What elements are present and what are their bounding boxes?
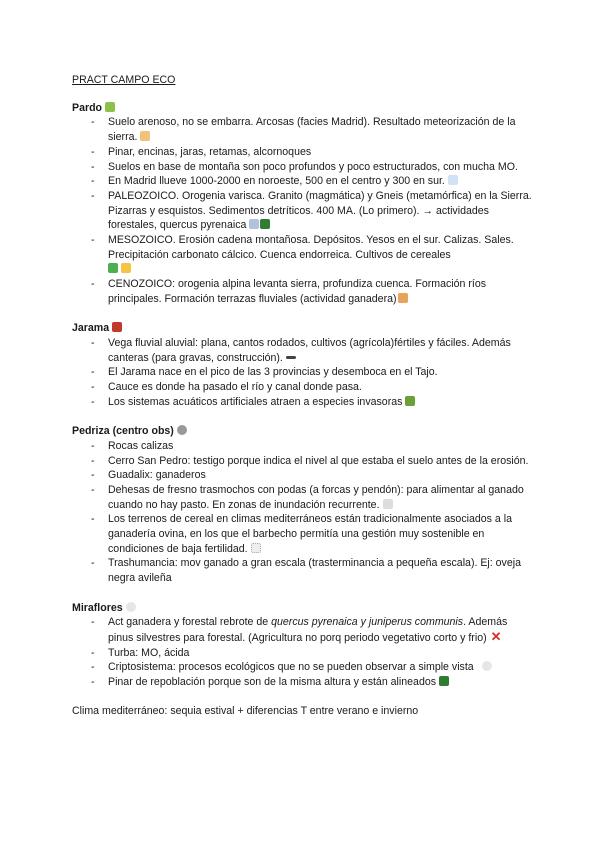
item-text: El Jarama nace en el pico de las 3 provincias y desemboca en el Tajo.: [108, 366, 438, 379]
eyes-icon: [482, 661, 492, 671]
item-text: Suelo arenoso, no se embarra. Arcosas (facies Madrid). Resultado meteorización de la sierra.: [108, 116, 516, 144]
item-text: Criptosistema: procesos ecológicos que no se pueden observar a simple vista: [108, 661, 474, 674]
item-text: Trashumancia: mov ganado a gran escala (trasterminancia a pequeña escala). Ej: oveja negra avileña: [108, 557, 521, 585]
hourglass-icon: [140, 131, 150, 141]
item-text: Los terrenos de cereal en climas mediterráneos están tradicionalmente asociados a la ganadería ovina, en los que el barbecho permitía una gestión muy sostenible en condiciones de baja fertilidad.: [108, 513, 512, 555]
list-item: [72, 365, 532, 380]
item-text: Rocas calizas: [108, 439, 174, 452]
species-names: quercus pyrenaica y juniperus communis: [271, 616, 464, 629]
document-title: PRACT CAMPO ECO: [72, 74, 176, 86]
item-text: Guadalix: ganaderos: [108, 469, 206, 482]
list-item: [72, 145, 532, 160]
item-text: MESOZOICO. Erosión cadena montañosa. Depósitos. Yesos en el sur. Calizas. Sales. Precipitación carbonato cálcico. Cuenca endorreica. Cultivos de cereales: [108, 234, 514, 261]
bridge-icon: [112, 322, 122, 332]
list-item: [72, 395, 532, 410]
list-item: [72, 115, 532, 144]
item-text: Turba: MO, ácida: [108, 646, 190, 659]
item-text: Vega fluvial aluvial: plana, cantos rodados, cultivos (agrícola)fértiles y fáciles. Además canteras (para gravas, construcción).: [108, 336, 511, 364]
ladder-icon: [398, 293, 408, 303]
cow-icon: [383, 499, 393, 509]
section-heading-miraflores: [72, 601, 532, 616]
heading-text: Pedriza (centro obs): [72, 425, 174, 438]
list-item: [72, 160, 532, 175]
document-page: [72, 73, 532, 719]
list-item: [72, 615, 532, 645]
list-item: [72, 646, 532, 661]
miraflores-list: [72, 615, 532, 690]
list-item: [72, 454, 532, 469]
section-heading-jarama: [72, 321, 532, 336]
item-text: Act ganadera y forestal rebrote de: [108, 616, 272, 629]
list-item: [72, 233, 532, 277]
item-text: Pinar, encinas, jaras, retamas, alcornoques: [108, 145, 312, 158]
section-heading-pardo: [72, 101, 532, 116]
item-text: Suelos en base de montaña son poco profundos y poco estructurados, con mucha MO.: [108, 160, 518, 173]
christmas-tree-icon: [439, 676, 449, 686]
item-text: CENOZOICO: orogenia alpina levanta sierra, profundiza cuenca. Formación ríos principales. Formación terrazas fluviales (actividad ganadera): [108, 278, 487, 305]
list-item: [72, 174, 532, 189]
item-text: Los sistemas acuáticos artificiales atraen a especies invasoras: [108, 395, 403, 408]
cross-icon: ✕: [490, 628, 502, 644]
item-text: Cauce es donde ha pasado el río y canal donde pasa.: [108, 381, 362, 394]
tree-icon: [260, 219, 270, 229]
list-item: [72, 468, 532, 483]
heading-text: Jarama: [72, 322, 110, 335]
list-item: [72, 336, 532, 365]
item-text: Pinar de repoblación porque son de la misma altura y están alineados: [108, 676, 437, 689]
item-text: . Además pinus silvestres para forestal. (Agricultura no porq periodo vegetativo corto y frio): [108, 616, 508, 644]
mountain-icon: [249, 219, 259, 229]
minus-icon: [286, 356, 296, 359]
list-item: [72, 556, 532, 585]
landscape-icon: [108, 263, 118, 273]
field-icon: [105, 102, 115, 112]
rock-icon: [177, 425, 187, 435]
eyes-icon: [126, 602, 136, 612]
rain-cloud-icon: [448, 175, 458, 185]
pardo-list: [72, 115, 532, 306]
item-text: Dehesas de fresno trasmochos con podas (a forcas y pendón): para alimentar al ganado cuando no hay pasto. En zonas de inundación recurrente.: [108, 483, 524, 511]
jarama-list: [72, 336, 532, 410]
list-item: [72, 189, 532, 233]
heading-text: Miraflores: [72, 601, 123, 614]
wheat-icon: [121, 263, 131, 273]
item-text: En Madrid llueve 1000-2000 en noroeste, 500 en el centro y 300 en sur.: [108, 175, 445, 188]
list-item: [72, 660, 532, 675]
list-item: [72, 380, 532, 395]
crocodile-icon: [405, 396, 415, 406]
list-item: [72, 439, 532, 454]
section-heading-pedriza: [72, 424, 532, 439]
list-item: [72, 483, 532, 512]
item-text: PALEOZOICO. Orogenia varisca. Granito (magmática) y Gneis (metamórfica) en la Sierra. Pizarras y esquistos. Sedimentos detríticos. 400 MA. (Lo primero). → actividades forestales, quercus pyrenaica: [108, 189, 532, 232]
list-item: [72, 675, 532, 690]
heading-text: Pardo: [72, 101, 103, 114]
item-text: Cerro San Pedro: testigo porque indica el nivel al que estaba el suelo antes de la erosión.: [108, 454, 529, 467]
list-item: [72, 277, 532, 306]
list-item: [72, 512, 532, 556]
pedriza-list: [72, 439, 532, 586]
footer-note: Clima mediterráneo: sequia estival + diferencias T entre verano e invierno: [72, 705, 419, 718]
sheep-icon: [251, 543, 261, 553]
